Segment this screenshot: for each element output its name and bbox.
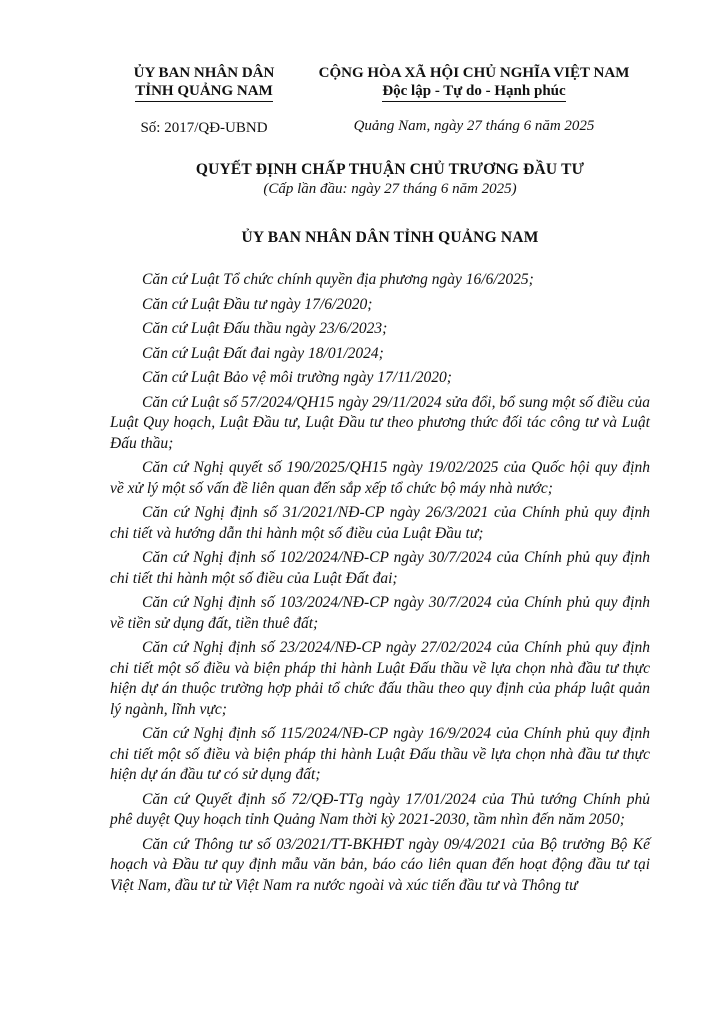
legal-basis-item: Căn cứ Luật Đầu tư ngày 17/6/2020; bbox=[142, 295, 373, 313]
legal-basis-item: Căn cứ Luật Đất đai ngày 18/01/2024; bbox=[142, 344, 384, 362]
legal-basis-item: Căn cứ Nghị định số 115/2024/NĐ-CP ngày 16/9/2024 của Chính phủ quy định chi tiết một số điều và biện pháp thi hành Luật Đấu thầu về lựa chọn nhà đầu tư thực hiện dự án đầu tư có sử dụng đất; bbox=[110, 725, 650, 783]
legal-basis-item: Căn cứ Luật Đấu thầu ngày 23/6/2023; bbox=[142, 320, 388, 337]
legal-basis-item: Căn cứ Nghị định số 23/2024/NĐ-CP ngày 27/02/2024 của Chính phủ quy định chi tiết một số điều và biện pháp thi hành Luật Đấu thầu về lựa chọn nhà đầu tư thực hiện dự án thuộc trường hợp phải tổ chức đấu thầu theo quy định của pháp luật quản lý ngành, lĩnh vực; bbox=[110, 639, 650, 718]
document-subtitle bbox=[60, 181, 720, 198]
national-heading bbox=[296, 64, 652, 102]
legal-basis-item: Căn cứ Nghị quyết số 190/2025/QH15 ngày 19/02/2025 của Quốc hội quy định về xử lý một số vấn đề liên quan đến sắp xếp tổ chức bộ máy nhà nước; bbox=[110, 459, 650, 497]
legal-basis-item: Căn cứ Luật Bảo vệ môi trường ngày 17/11/2020; bbox=[142, 369, 452, 386]
document-title: QUYẾT ĐỊNH CHẤP THUẬN CHỦ TRƯƠNG ĐẦU TƯ bbox=[195, 161, 585, 178]
agency-line-1: ỦY BAN NHÂN DÂN bbox=[133, 65, 275, 81]
subtitle-text: (Cấp lần đầu: ngày 27 tháng 6 năm 2025) bbox=[263, 181, 517, 197]
legal-basis-item: Căn cứ Nghị định số 103/2024/NĐ-CP ngày 30/7/2024 của Chính phủ quy định về tiền sử dụng đất, tiền thuê đất; bbox=[110, 594, 650, 632]
legal-basis-item: Căn cứ Thông tư số 03/2021/TT-BKHĐT ngày 09/4/2021 của Bộ trưởng Bộ Kế hoạch và Đầu tư quy định mẫu văn bản, báo cáo liên quan đến hoạt động đầu tư tại Việt Nam, đầu tư từ Việt Nam ra nước ngoài và xúc tiến đầu tư và Thông tư bbox=[110, 835, 650, 894]
issuing-agency bbox=[106, 64, 302, 102]
legal-basis-item: Căn cứ Quyết định số 72/QĐ-TTg ngày 17/01/2024 của Thủ tướng Chính phủ phê duyệt Quy hoạch tỉnh Quảng Nam thời kỳ 2021-2030, tầm nhìn đến năm 2050; bbox=[110, 790, 650, 828]
legal-bases bbox=[110, 270, 650, 896]
legal-basis-item: Căn cứ Nghị định số 31/2021/NĐ-CP ngày 26/3/2021 của Chính phủ quy định chi tiết và hướng dẫn thi hành một số điều của Luật Đầu tư; bbox=[110, 504, 650, 542]
place-date: Quảng Nam, ngày 27 tháng 6 năm 2025 bbox=[353, 118, 595, 134]
nation-line-1: CỘNG HÒA XÃ HỘI CHỦ NGHĨA VIỆT NAM bbox=[318, 65, 630, 81]
document-number: Số: 2017/QĐ-UBND bbox=[140, 120, 268, 136]
legal-basis-item: Căn cứ Luật Tổ chức chính quyền địa phương ngày 16/6/2025; bbox=[142, 271, 534, 288]
agency-line-2: TỈNH QUẢNG NAM bbox=[135, 82, 273, 102]
authority-heading: ỦY BAN NHÂN DÂN TỈNH QUẢNG NAM bbox=[241, 229, 539, 246]
legal-basis-item: Căn cứ Luật số 57/2024/QH15 ngày 29/11/2024 sửa đổi, bổ sung một số điều của Luật Quy hoạch, Luật Đầu tư, Luật Đầu tư theo phương thức đối tác công tư và Luật Đấu thầu; bbox=[110, 393, 650, 452]
legal-basis-item: Căn cứ Nghị định số 102/2024/NĐ-CP ngày 30/7/2024 của Chính phủ quy định chi tiết thi hành một số điều của Luật Đất đai; bbox=[110, 549, 650, 587]
nation-motto: Độc lập - Tự do - Hạnh phúc bbox=[382, 82, 565, 102]
